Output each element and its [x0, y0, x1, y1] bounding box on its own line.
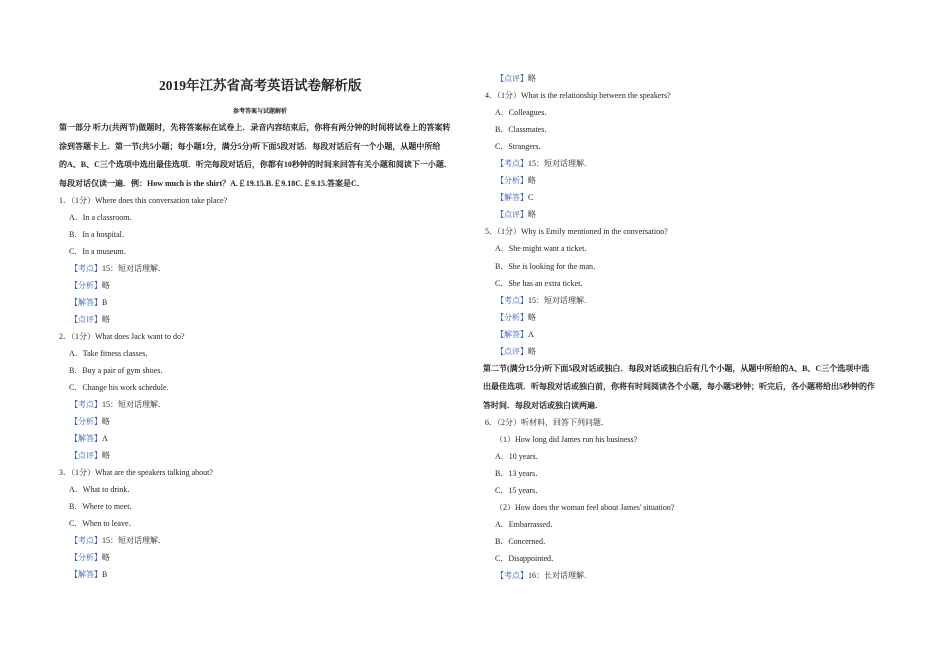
kaodian-tag: 【考点】: [70, 264, 102, 273]
question-6-sub2: （2）How does the woman feel about James' situation?: [495, 503, 675, 512]
dianping-text: 略: [528, 74, 536, 83]
jieda-tag: 【解答】: [70, 298, 102, 307]
jieda-tag: 【解答】: [70, 434, 102, 443]
kaodian-tag: 【考点】: [496, 296, 528, 305]
question-6-sub2-option-b: B．Concerned．: [495, 537, 551, 546]
dianping-tag: 【点评】: [70, 451, 102, 460]
dianping-text: 略: [528, 210, 536, 219]
kaodian-text: 15：短对话理解．: [102, 264, 166, 273]
question-5-stem: 5．（1分）Why is Emily mentioned in the conversation?: [485, 227, 668, 236]
question-1-fenxi: [70, 281, 110, 291]
question-5-fenxi: [496, 313, 536, 323]
question-2-option-b: B．Buy a pair of gym shoes．: [69, 366, 169, 375]
question-2-dianping: [70, 451, 110, 461]
kaodian-tag: 【考点】: [496, 159, 528, 168]
question-4-option-a: A．Colleagues．: [495, 108, 553, 117]
dianping-text: 略: [528, 347, 536, 356]
question-4-fenxi: [496, 176, 536, 186]
part1-instructions-line2: 涂到答题卡上．第一节(共5小题；每小题1分，满分5分)听下面5段对话．每段对话后有一个小题，从题中所给: [59, 142, 441, 151]
jieda-text: B: [102, 298, 108, 307]
question-3-dianping: [496, 74, 536, 84]
question-2-stem: 2．（1分）What does Jack want to do?: [59, 332, 185, 341]
kaodian-tag: 【考点】: [70, 400, 102, 409]
part1-instructions-line3: 的A、B、C三个选项中选出最佳选项．听完每段对话后，你都有10秒钟的时间来回答有关小题和阅读下一小题．: [59, 160, 452, 169]
jieda-tag: 【解答】: [70, 570, 102, 579]
fenxi-text: 略: [528, 313, 536, 322]
fenxi-tag: 【分析】: [496, 176, 528, 185]
fenxi-tag: 【分析】: [70, 553, 102, 562]
question-1-stem: 1．（1分）Where does this conversation take place?: [59, 196, 228, 205]
kaodian-text: 16：长对话理解．: [528, 571, 592, 580]
question-4-option-b: B．Classmates．: [495, 125, 553, 134]
dianping-text: 略: [102, 315, 110, 324]
question-2-jieda: [70, 434, 108, 444]
question-1-jieda: [70, 298, 107, 308]
question-2-option-c: C．Change his work schedule．: [69, 383, 175, 392]
question-3-option-a: A．What to drink．: [69, 485, 136, 494]
question-3-option-b: B．Where to meet．: [69, 502, 138, 511]
dianping-tag: 【点评】: [496, 347, 528, 356]
question-4-option-c: C．Strangers．: [495, 142, 547, 151]
fenxi-text: 略: [102, 281, 110, 290]
kaodian-tag: 【考点】: [70, 536, 102, 545]
question-2-kaodian: [70, 400, 166, 410]
fenxi-text: 略: [102, 553, 110, 562]
part2-instructions-line2: 出最佳选项．听每段对话或独白前，你将有时间阅读各个小题，每小题5秒钟；听完后，各小题将给出5秒钟的作: [483, 382, 875, 391]
question-1-dianping: [70, 315, 110, 325]
kaodian-text: 15：短对话理解．: [102, 400, 166, 409]
part1-instructions-line4: 每段对话仅读一遍．例：How much is the shirt？A.￡19.15.B.￡9.18C.￡9.15.答案是C．: [59, 179, 365, 188]
jieda-text: A: [528, 330, 534, 339]
question-4-kaodian: [496, 159, 592, 169]
page-subtitle: 参考答案与试题解析: [233, 109, 288, 115]
question-6-sub1-option-a: A．10 years．: [495, 452, 544, 461]
part2-instructions-line3: 答时间．每段对话或独白读两遍．: [483, 401, 603, 410]
question-1-option-a: A．In a classroom．: [69, 213, 138, 222]
question-5-option-a: A．She might want a ticket．: [495, 244, 593, 253]
jieda-tag: 【解答】: [496, 193, 528, 202]
part2-instructions-line1: 第二节(满分15分)听下面5段对话或独白．每段对话或独白后有几个小题，从题中所给的A、B、C三个选项中选: [483, 364, 870, 373]
question-1-kaodian: [70, 264, 166, 274]
kaodian-tag: 【考点】: [496, 571, 528, 580]
question-6-sub1-option-c: C．15 years．: [495, 486, 544, 495]
question-6-sub1-option-b: B．13 years．: [495, 469, 544, 478]
question-3-kaodian: [70, 536, 166, 546]
jieda-text: A: [102, 434, 108, 443]
page-title: 2019年江苏省高考英语试卷解析版: [159, 78, 362, 93]
question-6-sub2-option-c: C．Disappointed．: [495, 554, 559, 563]
question-4-stem: 4．（1分）What is the relationship between the speakers?: [485, 91, 671, 100]
dianping-tag: 【点评】: [496, 210, 528, 219]
question-5-dianping: [496, 347, 536, 357]
question-2-option-a: A．Take fitness classes．: [69, 349, 154, 358]
dianping-text: 略: [102, 451, 110, 460]
kaodian-text: 15：短对话理解．: [102, 536, 166, 545]
question-1-option-b: B．In a hospital．: [69, 230, 130, 239]
question-5-kaodian: [496, 296, 592, 306]
fenxi-tag: 【分析】: [496, 313, 528, 322]
question-5-option-b: B．She is looking for the man．: [495, 262, 601, 271]
question-3-jieda: [70, 570, 107, 580]
fenxi-tag: 【分析】: [70, 281, 102, 290]
question-6-stem: 6．（2分）听材料，回答下列问题．: [485, 418, 609, 427]
question-1-option-c: C．In a museum．: [69, 247, 132, 256]
question-3-fenxi: [70, 553, 110, 563]
fenxi-text: 略: [528, 176, 536, 185]
dianping-tag: 【点评】: [70, 315, 102, 324]
jieda-text: C: [528, 193, 534, 202]
question-4-dianping: [496, 210, 536, 220]
jieda-text: B: [102, 570, 108, 579]
dianping-tag: 【点评】: [496, 74, 528, 83]
fenxi-text: 略: [102, 417, 110, 426]
part1-instructions-line1: 第一部分 听力(共两节)做题时，先将答案标在试卷上．录音内容结束后，你将有两分钟的时间将试卷上的答案转: [59, 123, 451, 132]
fenxi-tag: 【分析】: [70, 417, 102, 426]
question-5-option-c: C．She has an extra ticket．: [495, 279, 589, 288]
question-3-option-c: C．When to leave．: [69, 519, 137, 528]
question-5-jieda: [496, 330, 534, 340]
question-6-sub1: （1）How long did James run his business?: [495, 435, 638, 444]
question-3-stem: 3．（1分）What are the speakers talking about?: [59, 468, 213, 477]
question-6-kaodian: [496, 571, 592, 581]
kaodian-text: 15：短对话理解．: [528, 159, 592, 168]
jieda-tag: 【解答】: [496, 330, 528, 339]
question-4-jieda: [496, 193, 533, 203]
question-2-fenxi: [70, 417, 110, 427]
kaodian-text: 15：短对话理解．: [528, 296, 592, 305]
question-6-sub2-option-a: A．Embarrassed．: [495, 520, 559, 529]
